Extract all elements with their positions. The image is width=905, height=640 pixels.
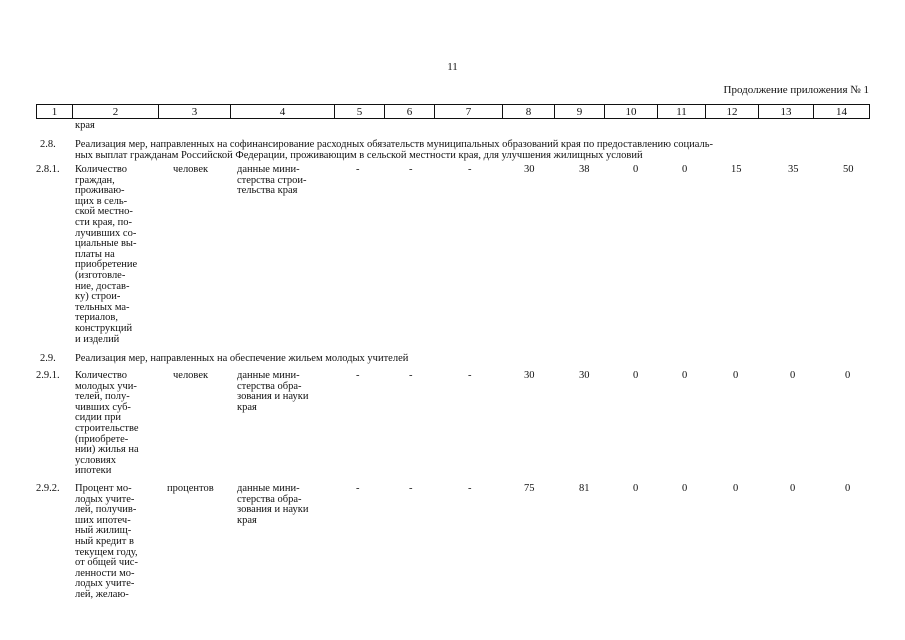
value-cell: - bbox=[356, 483, 360, 494]
value-cell: - bbox=[468, 164, 472, 175]
column-header: 1 bbox=[37, 105, 73, 119]
carryover-text: края bbox=[75, 120, 95, 131]
value-cell: 0 bbox=[682, 164, 688, 175]
value-cell: - bbox=[409, 483, 413, 494]
data-source: данные мини- стерства обра- зования и науки края bbox=[237, 483, 309, 526]
section-number: 2.8. bbox=[40, 139, 56, 150]
indicator-name: Процент мо- лодых учите- лей, получив- ших ипотеч- ный жилищ- ный кредит в текущем году, от общей чис- ленности мо- лодых учите- лей, желаю- bbox=[75, 483, 138, 600]
data-source: данные мини- стерства обра- зования и науки края bbox=[237, 370, 309, 413]
value-cell: 0 bbox=[790, 483, 796, 494]
column-header: 13 bbox=[759, 105, 814, 119]
value-cell: - bbox=[468, 370, 472, 381]
value-cell: - bbox=[356, 164, 360, 175]
data-source: данные мини- стерства строи- тельства края bbox=[237, 164, 307, 197]
value-cell: 0 bbox=[845, 483, 851, 494]
value-cell: 38 bbox=[579, 164, 590, 175]
row-number: 2.8.1. bbox=[36, 164, 60, 175]
column-header: 7 bbox=[435, 105, 503, 119]
value-cell: 0 bbox=[682, 370, 688, 381]
column-header: 3 bbox=[159, 105, 231, 119]
column-header: 9 bbox=[555, 105, 605, 119]
value-cell: 0 bbox=[682, 483, 688, 494]
column-header: 2 bbox=[73, 105, 159, 119]
column-header: 5 bbox=[335, 105, 385, 119]
value-cell: 0 bbox=[633, 483, 639, 494]
section-title: Реализация мер, направленных на софинансирование расходных обязательств муниципальных образований края по предоставлению социаль- ных выплат гражданам Российской Федерации, проживающим в сельской местности края, для улучшения жилищных условий bbox=[75, 139, 714, 161]
value-cell: 15 bbox=[731, 164, 742, 175]
section-number: 2.9. bbox=[40, 353, 56, 364]
column-header: 14 bbox=[814, 105, 870, 119]
column-header: 4 bbox=[231, 105, 335, 119]
column-header: 8 bbox=[503, 105, 555, 119]
page-number: 11 bbox=[447, 61, 458, 73]
value-cell: - bbox=[409, 370, 413, 381]
section-title: Реализация мер, направленных на обеспечение жильем молодых учителей bbox=[75, 353, 409, 364]
value-cell: 0 bbox=[633, 164, 639, 175]
value-cell: 0 bbox=[733, 483, 739, 494]
value-cell: 0 bbox=[790, 370, 796, 381]
value-cell: - bbox=[409, 164, 413, 175]
value-cell: - bbox=[356, 370, 360, 381]
value-cell: 50 bbox=[843, 164, 854, 175]
continuation-note: Продолжение приложения № 1 bbox=[723, 84, 869, 96]
row-number: 2.9.1. bbox=[36, 370, 60, 381]
unit-of-measure: процентов bbox=[167, 483, 214, 494]
column-header: 11 bbox=[658, 105, 706, 119]
column-header-row bbox=[37, 105, 870, 119]
column-header-table bbox=[36, 104, 870, 119]
value-cell: 35 bbox=[788, 164, 799, 175]
indicator-name: Количество молодых учи- телей, полу- чивших суб- сидии при строительстве (приобрете- нии) жилья на условиях ипотеки bbox=[75, 370, 139, 477]
row-number: 2.9.2. bbox=[36, 483, 60, 494]
column-header: 12 bbox=[706, 105, 759, 119]
unit-of-measure: человек bbox=[173, 164, 209, 175]
unit-of-measure: человек bbox=[173, 370, 209, 381]
column-header: 10 bbox=[605, 105, 658, 119]
value-cell: 75 bbox=[524, 483, 535, 494]
value-cell: 81 bbox=[579, 483, 590, 494]
column-header: 6 bbox=[385, 105, 435, 119]
value-cell: 30 bbox=[579, 370, 590, 381]
value-cell: - bbox=[468, 483, 472, 494]
value-cell: 0 bbox=[845, 370, 851, 381]
value-cell: 0 bbox=[733, 370, 739, 381]
value-cell: 0 bbox=[633, 370, 639, 381]
value-cell: 30 bbox=[524, 164, 535, 175]
value-cell: 30 bbox=[524, 370, 535, 381]
indicator-name: Количество граждан, проживаю- щих в сель- ской местно- сти края, по- лучивших со- циальные вы- платы на приобретение (изготовле- ние, достав- ку) строи- тельных ма- териалов, конструкций и изделий bbox=[75, 164, 138, 345]
